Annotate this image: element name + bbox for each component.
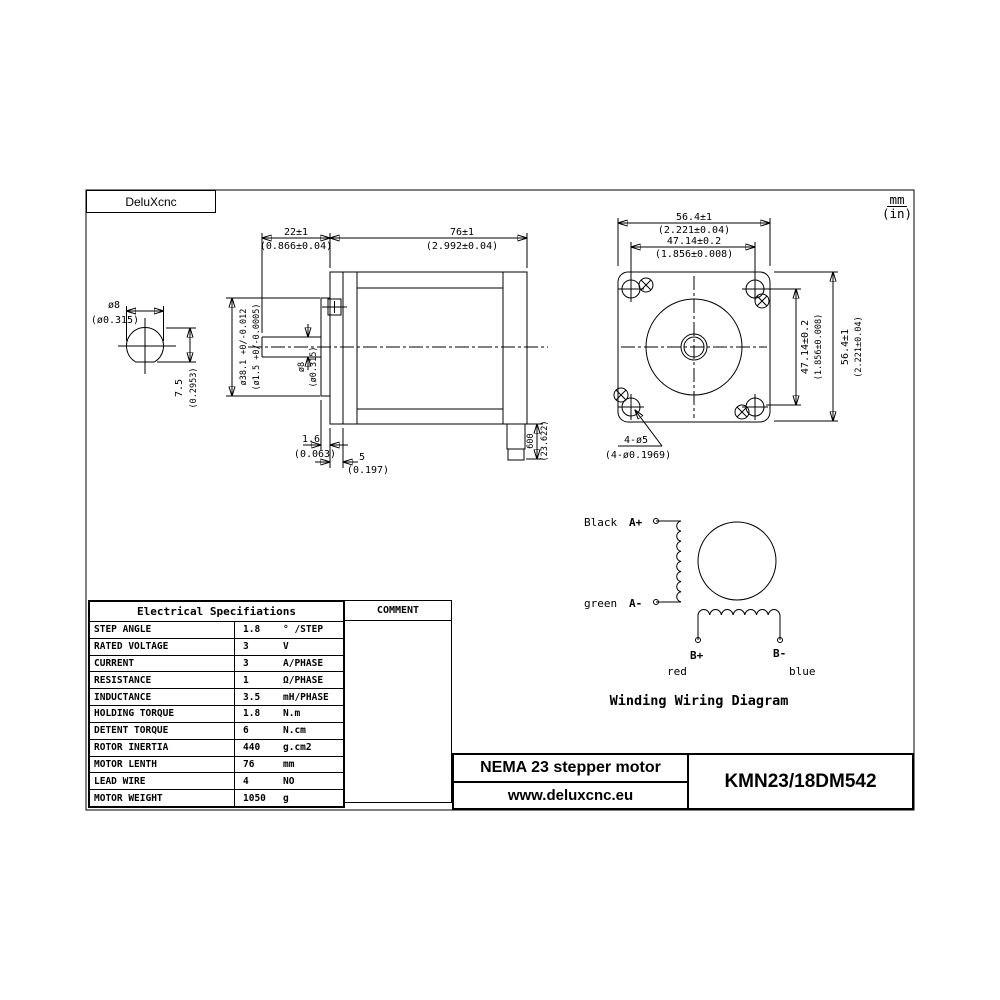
spec-value: 4 xyxy=(243,775,249,787)
spec-table-title: Electrical Specifiations xyxy=(90,602,343,622)
spec-table xyxy=(88,600,345,808)
dim-flange-thickness-in: (0.197) xyxy=(346,465,390,476)
spec-row xyxy=(90,723,343,740)
spec-label: CURRENT xyxy=(90,656,235,672)
dim-front-height-mm: 56.4±1 xyxy=(840,328,851,366)
dim-front-width-in: (2.221±0.04) xyxy=(657,225,731,236)
spec-label: MOTOR WEIGHT xyxy=(90,790,235,806)
mounting-holes xyxy=(618,276,768,420)
dim-cable-length-in: (23.622) xyxy=(540,420,550,462)
wiring-diagram-drawing xyxy=(584,516,816,709)
dim-hole-pitch-in: (1.856±0.008) xyxy=(654,249,734,260)
dim-shaft-flat-in: (0.2953) xyxy=(189,367,199,409)
spec-row xyxy=(90,689,343,706)
spec-unit: NO xyxy=(283,775,295,787)
callout-mount-holes-mm: 4-ø5 xyxy=(623,435,649,446)
spec-label: MOTOR LENTH xyxy=(90,757,235,773)
dim-hole-pitch-v-mm: 47.14±0.2 xyxy=(800,319,811,375)
side-view-drawing xyxy=(226,227,550,476)
lead-a-minus-terminal: A- xyxy=(629,597,643,610)
model-number: KMN23/18DM542 xyxy=(724,770,877,792)
spec-row xyxy=(90,622,343,639)
spec-value: 440 xyxy=(243,742,261,754)
spec-row xyxy=(90,672,343,689)
spec-label: RATED VOLTAGE xyxy=(90,639,235,655)
dim-hole-pitch-mm: 47.14±0.2 xyxy=(666,236,722,247)
lead-a-plus-color: Black xyxy=(584,516,618,529)
spec-unit: V xyxy=(283,641,289,653)
spec-row xyxy=(90,706,343,723)
lead-b-plus-terminal: B+ xyxy=(690,649,704,662)
spec-row xyxy=(90,656,343,673)
dim-hole-pitch-v-in: (1.856±0.008) xyxy=(814,313,824,381)
spec-value: 3.5 xyxy=(243,691,261,703)
spec-value: 76 xyxy=(243,758,255,770)
spec-label: HOLDING TORQUE xyxy=(90,706,235,722)
comment-box xyxy=(345,600,452,803)
spec-row xyxy=(90,740,343,757)
spec-unit: N.cm xyxy=(283,725,306,737)
spec-row xyxy=(90,757,343,774)
spec-value: 3 xyxy=(243,641,249,653)
dim-front-height-in: (2.221±0.04) xyxy=(854,316,864,378)
spec-value: 1050 xyxy=(243,792,266,804)
spec-value: 1.8 xyxy=(243,624,261,636)
dim-body-length-in: (2.992±0.04) xyxy=(425,241,499,252)
spec-table-rows xyxy=(90,622,343,806)
dim-boss-height-in: (0.063) xyxy=(293,449,337,460)
spec-unit: Ω/PHASE xyxy=(283,674,324,686)
lead-a-plus-terminal: A+ xyxy=(629,516,643,529)
website: www.deluxcnc.eu xyxy=(507,786,634,804)
lead-b-minus-color: blue xyxy=(789,665,816,678)
brand-box xyxy=(86,190,216,213)
spec-unit: N.m xyxy=(283,708,301,720)
spec-unit: g xyxy=(283,792,289,804)
shaft-section-drawing xyxy=(91,300,199,408)
brand-label: DeluXcnc xyxy=(125,194,177,209)
title-block-left xyxy=(454,755,689,808)
spec-unit: mH/PHASE xyxy=(283,691,329,703)
dim-shaft-dia-in: (ø0.315) xyxy=(309,346,319,388)
dim-body-length-mm: 76±1 xyxy=(449,227,475,238)
spec-unit: A/PHASE xyxy=(283,658,324,670)
spec-label: INDUCTANCE xyxy=(90,689,235,705)
wiring-diagram-title: Winding Wiring Diagram xyxy=(609,693,789,709)
lead-a-minus-color: green xyxy=(584,597,618,610)
spec-label: LEAD WIRE xyxy=(90,773,235,789)
dim-shaft-length-mm: 22±1 xyxy=(283,227,309,238)
dim-boss-dia-mm: ø38.1 +0/-0.012 xyxy=(239,308,249,386)
spec-row xyxy=(90,773,343,790)
lead-b-minus-terminal: B- xyxy=(773,647,787,660)
dim-shaft-dia-mm: ø8 xyxy=(297,361,307,373)
product-name: NEMA 23 stepper motor xyxy=(454,755,687,783)
comment-header: COMMENT xyxy=(345,601,451,621)
dim-shaft-length-in: (0.866±0.04) xyxy=(259,241,333,252)
dim-front-width-mm: 56.4±1 xyxy=(675,212,713,223)
spec-value: 6 xyxy=(243,725,249,737)
dim-boss-height-mm: 1.6 xyxy=(301,434,321,445)
spec-unit: ° /STEP xyxy=(283,624,324,636)
callout-mount-holes-in: (4-ø0.1969) xyxy=(604,450,672,461)
spec-row xyxy=(90,790,343,806)
dim-shaft-flat-mm: 7.5 xyxy=(174,378,185,398)
units-primary: mm xyxy=(889,192,905,207)
dim-cable-length-mm: 600 xyxy=(526,433,536,449)
spec-unit: g.cm2 xyxy=(283,742,312,754)
dim-boss-dia-in: (ø1.5 +0/-0.0005) xyxy=(252,303,262,391)
spec-label: DETENT TORQUE xyxy=(90,723,235,739)
spec-value: 1 xyxy=(243,674,249,686)
dim-flange-thickness-mm: 5 xyxy=(358,452,366,463)
front-view-drawing xyxy=(605,212,864,461)
dim-shaft-section-dia-mm: ø8 xyxy=(107,300,121,311)
spec-value: 3 xyxy=(243,658,249,670)
units-note xyxy=(880,193,914,220)
spec-value: 1.8 xyxy=(243,708,261,720)
spec-label: RESISTANCE xyxy=(90,672,235,688)
spec-unit: mm xyxy=(283,758,295,770)
spec-label: ROTOR INERTIA xyxy=(90,740,235,756)
title-block xyxy=(452,753,914,810)
spec-row xyxy=(90,639,343,656)
dim-shaft-section-dia-in: (ø0.315) xyxy=(90,315,140,326)
spec-label: STEP ANGLE xyxy=(90,622,235,638)
lead-b-plus-color: red xyxy=(667,665,687,678)
units-secondary: (in) xyxy=(881,206,913,221)
